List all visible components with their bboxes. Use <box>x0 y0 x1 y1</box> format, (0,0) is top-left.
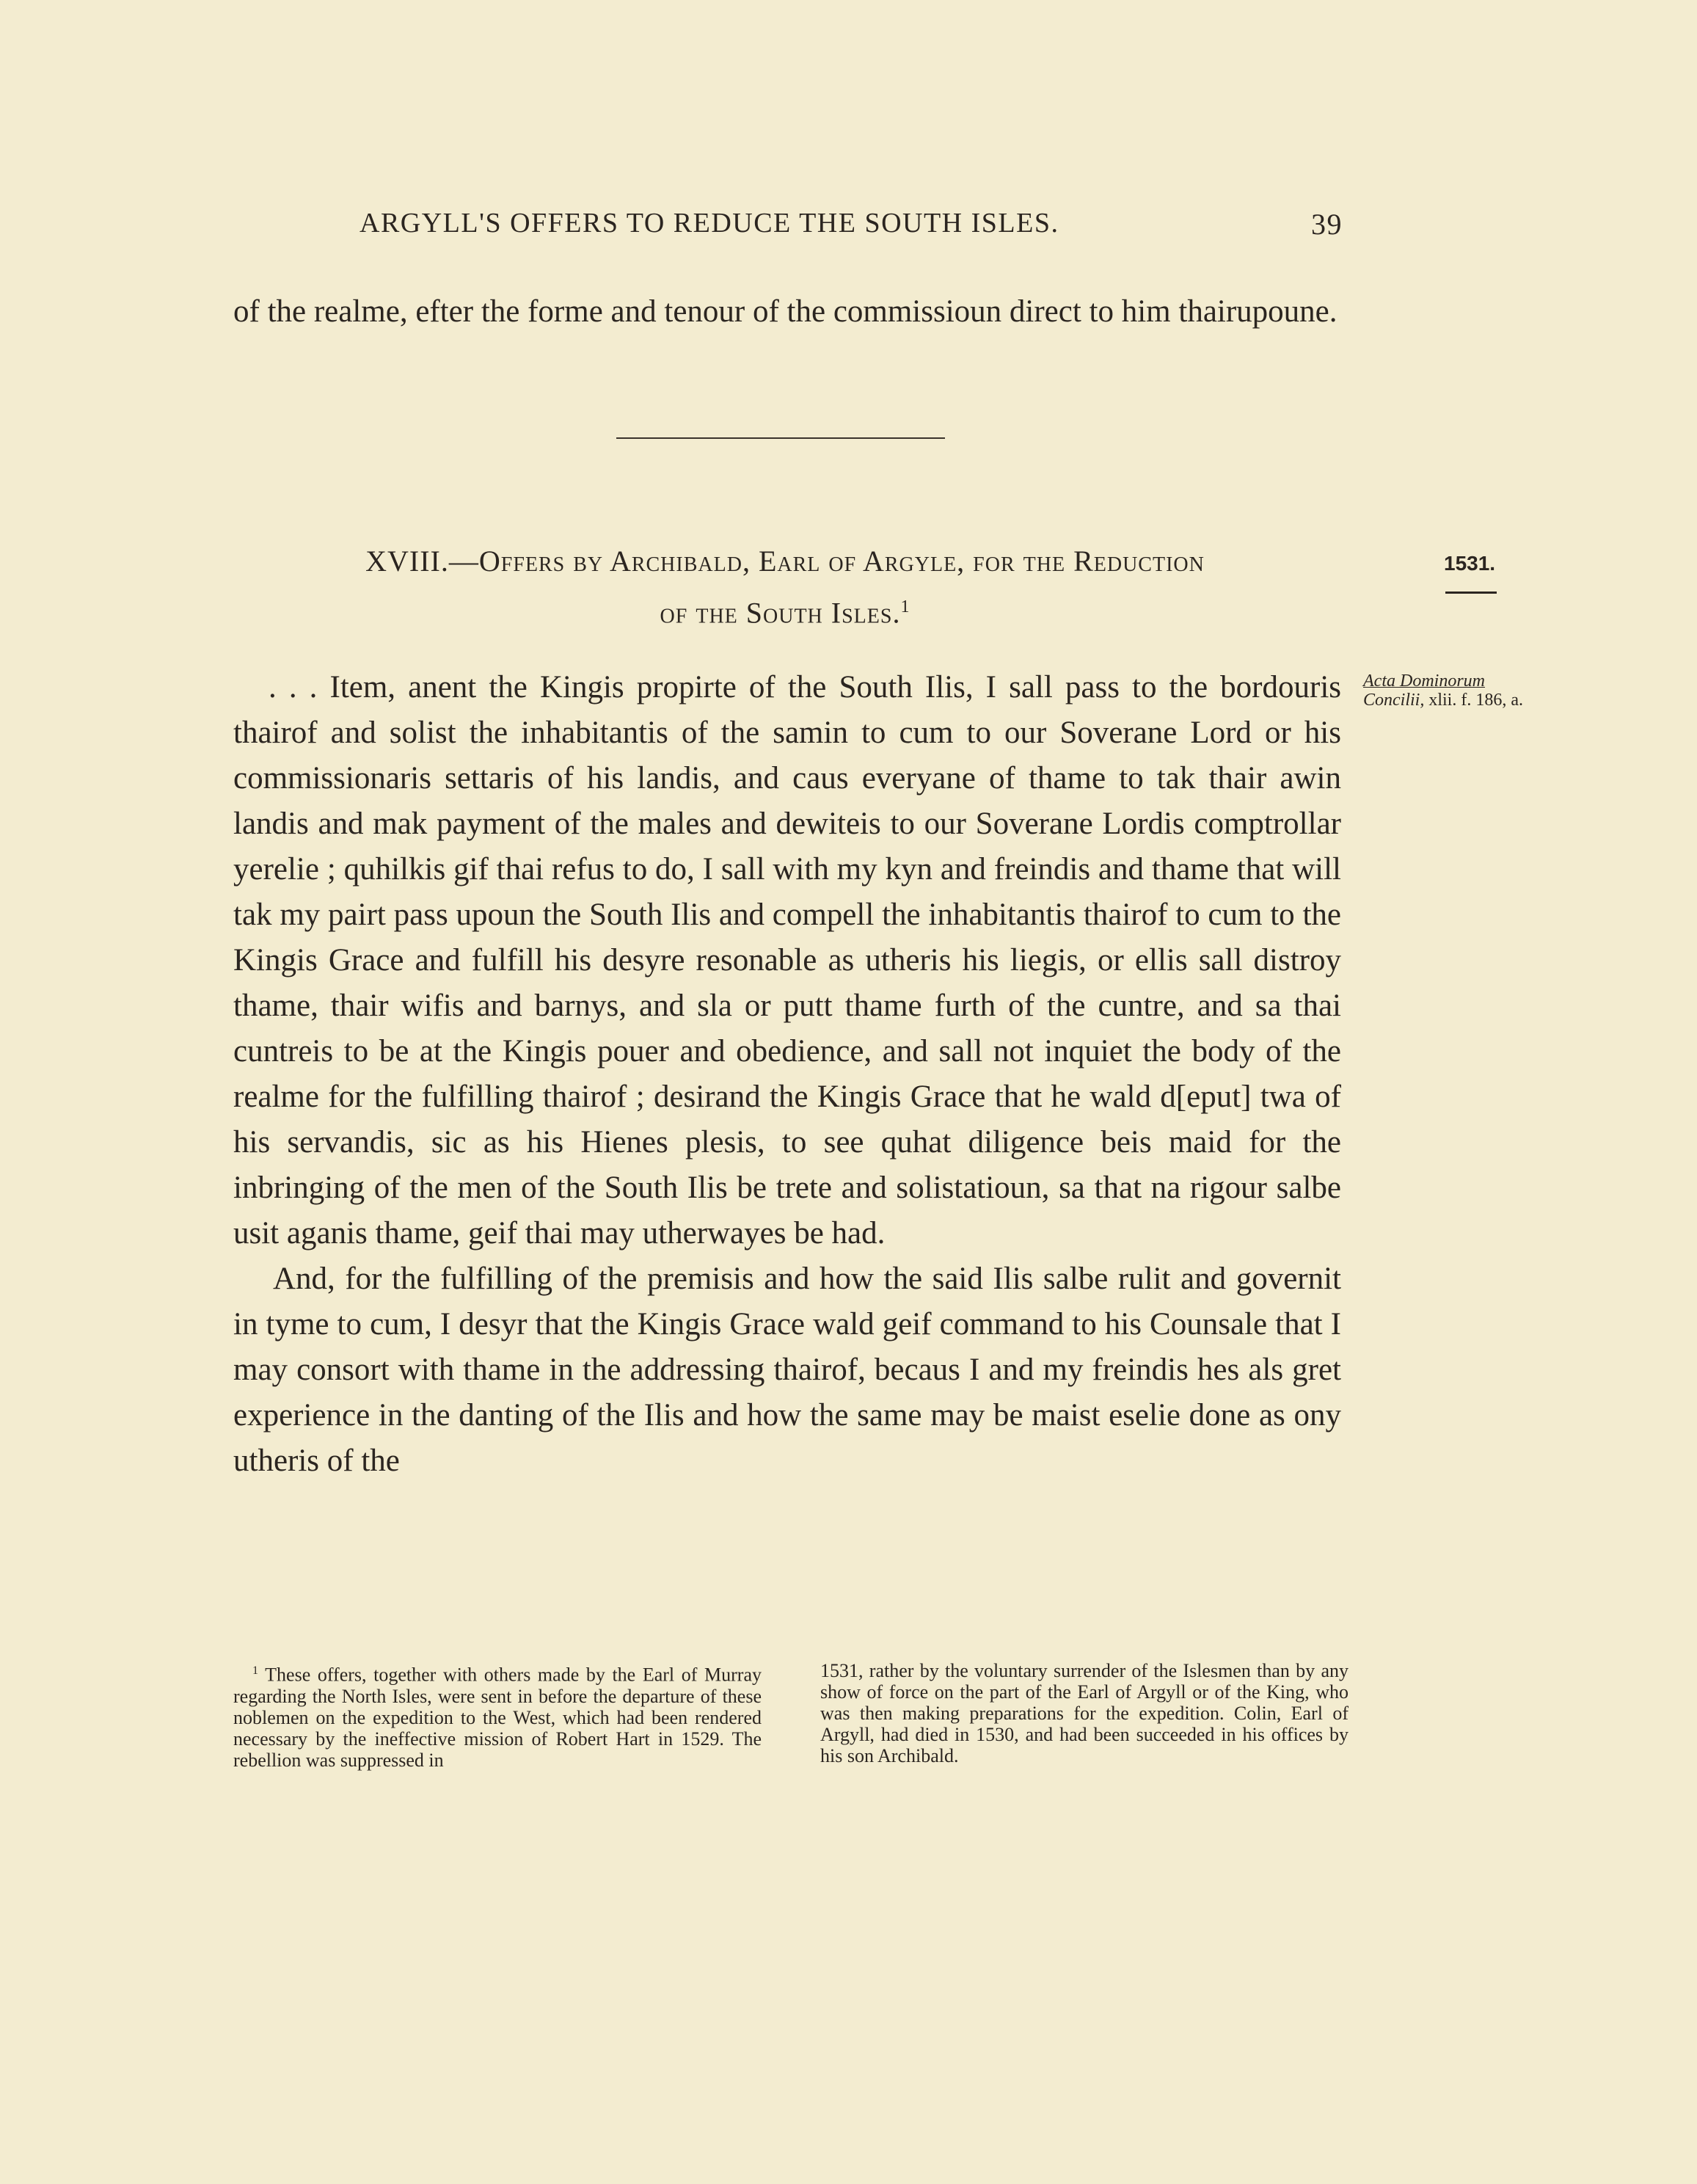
page-number: 39 <box>1311 208 1343 241</box>
section-heading-line2: of the South Isles. <box>660 596 901 630</box>
footnotes <box>233 1660 1349 1843</box>
footnote-left-text: These offers, together with others made by the Earl of Murray regarding the North Isles, were sent in before the departure of these noblemen on the expedition to the West, which had been rendered necessary by the ineffective mission of Robert Hart in 1529. The rebellion was suppressed in <box>233 1664 762 1771</box>
body-paragraph-2: And, for the fulfilling of the premisis and how the said Ilis salbe rulit and governit in tyme to cum, I desyr that the Kingis Grace wald geif command to his Counsale that I may consort with thame in the addressing thairof, becaus I and my freindis hes als gret experience in the danting of the Ilis and how the same may be maist eselie done as ony utheris of the <box>233 1262 1341 1478</box>
footnote-marker: 1 <box>252 1664 258 1677</box>
heading-footnote-ref: 1 <box>900 597 910 616</box>
footnote-right-column: 1531, rather by the voluntary surrender of the Islesmen than by any show of force on the part of the Earl of Argyll or of the King, who was then making preparations for the expedition. Colin, Earl of Argyll, had died in 1530, and had been succeeded in his offices by his son Archibald. <box>820 1660 1349 1766</box>
source-note-rest: xlii. f. 186, a. <box>1424 691 1523 710</box>
source-note-line1: Acta Dominorum <box>1363 671 1485 691</box>
margin-source-note <box>1363 671 1583 710</box>
source-note-italic: Concilii, <box>1363 691 1425 710</box>
margin-year-rule <box>1445 592 1497 594</box>
body-paragraph-1: . . . Item, anent the Kingis propirte of the South Ilis, I sall pass to the bordouris thairof and solist the inhabitantis of the samin to cum to our Soverane Lord or his commissionaris settaris of his landis, and caus everyane of thame to tak thair awin landis and mak payment of the males and dewiteis to our Soverane Lordis comptrollar yerelie ; quhilkis gif thai refus to do, I sall with my kyn and freindis and thame that will tak my pairt pass upoun the South Ilis and compell the inhabitantis thairof to cum to the Kingis Grace and fulfill his desyre resonable as utheris his liegis, or ellis sall distroy thame, thair wifis and barnys, and sla or putt thame furth of the cuntre, and sa thai cuntreis to be at the Kingis pouer and obedience, and sall not inquiet the body of the realme for the fulfilling thairof ; desirand the Kingis Grace that he wald d[eput] twa of his servandis, sic as his Hienes plesis, to see quhat diligence beis maid for the inbringing of the men of the South Ilis be trete and solistatioun, sa that na rigour salbe usit aganis thame, geif thai may utherwayes be had. <box>233 670 1341 1251</box>
continuation-text: of the realme, efter the forme and tenour of the commissioun direct to him thairupoune. <box>233 294 1337 329</box>
section-heading <box>227 539 1343 636</box>
margin-year: 1531. <box>1444 552 1496 575</box>
running-head-title: ARGYLL'S OFFERS TO REDUCE THE SOUTH ISLES. <box>360 208 1059 239</box>
running-head <box>360 207 1343 248</box>
section-heading-line1: XVIII.—Offers by Archibald, Earl of Argyle, for the Reduction <box>365 545 1205 578</box>
section-divider <box>616 437 945 439</box>
main-text <box>233 665 1341 1484</box>
footnote-left-column <box>233 1660 762 1771</box>
